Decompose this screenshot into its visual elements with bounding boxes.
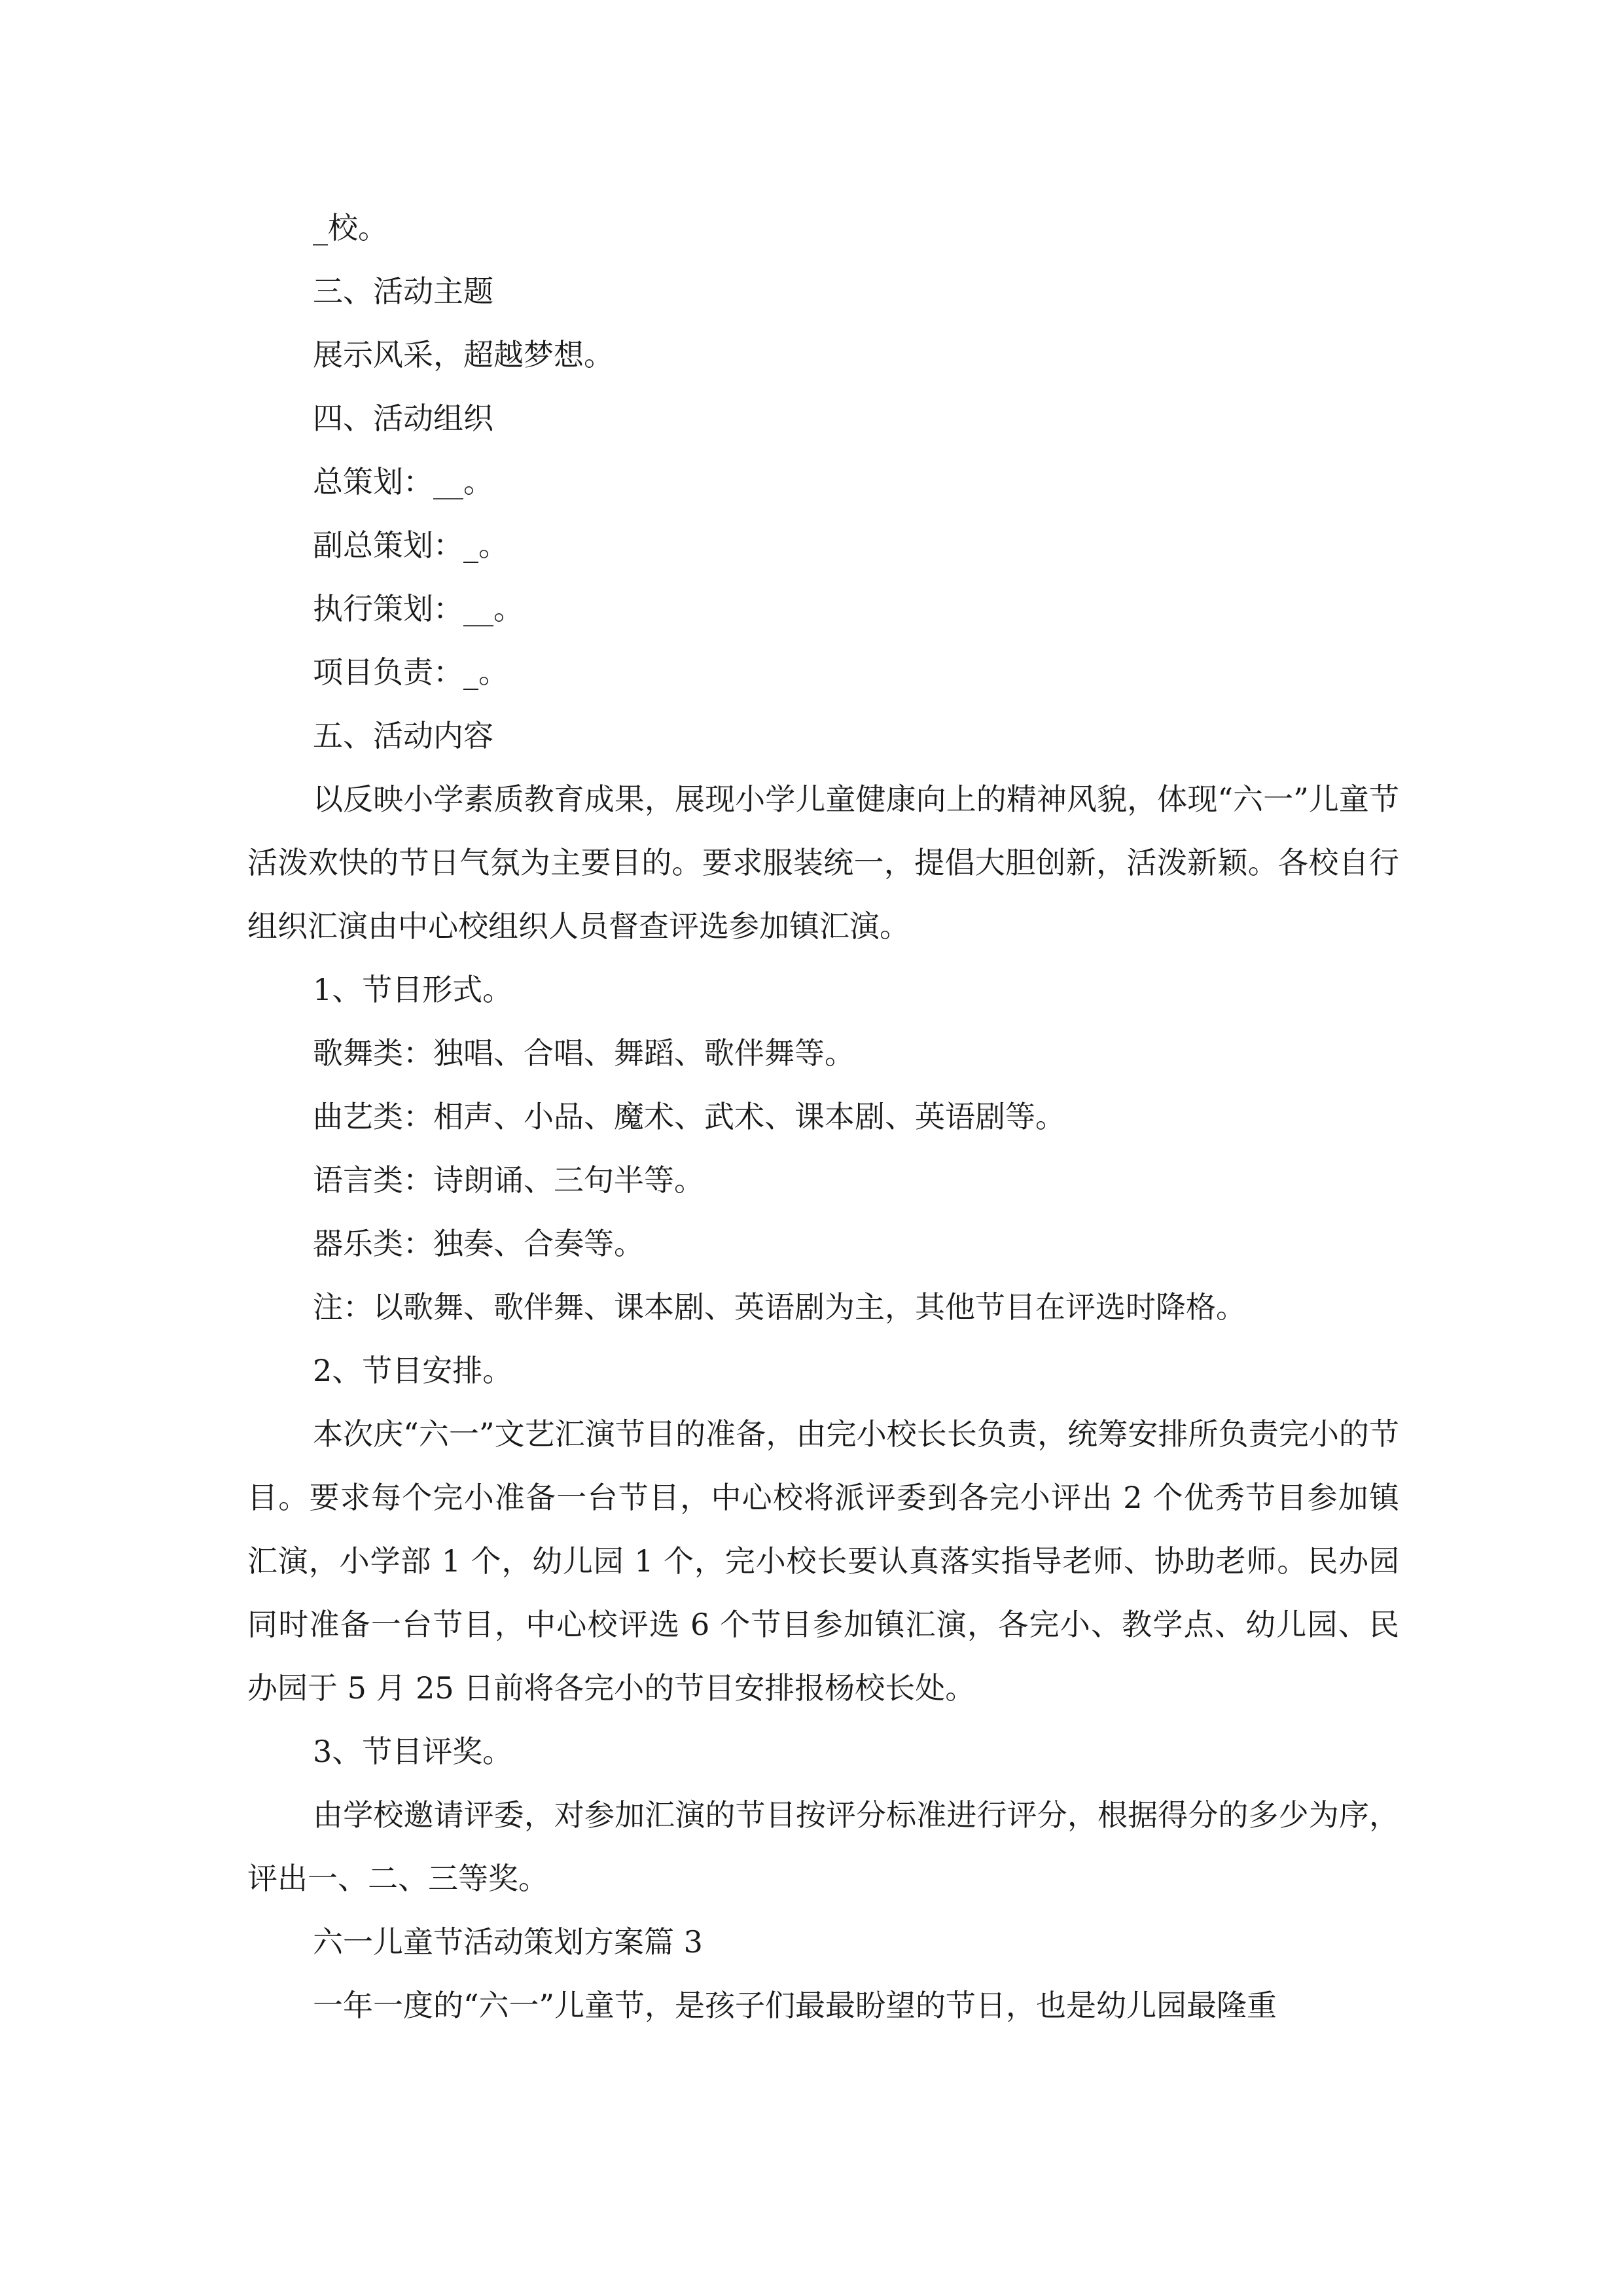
document-body	[247, 196, 1399, 2037]
section-heading-theme: 三、活动主题	[313, 274, 493, 309]
text-line: 副总策划：_。	[313, 528, 508, 563]
list-item: 器乐类：独奏、合奏等。	[313, 1226, 644, 1261]
list-item: 歌舞类：独唱、合唱、舞蹈、歌伴舞等。	[313, 1035, 855, 1071]
text-line: 项目负责：_。	[313, 655, 508, 690]
paragraph-content: 以反映小学素质教育成果，展现小学儿童健康向上的精神风貌，体现“六一”儿童节活泼欢快的节日气氛为主要目的。要求服装统一，提倡大胆创新，活泼新颖。各校自行组织汇演由中心校组织人员督查评选参加镇汇演。	[247, 781, 1399, 944]
subheading-program-form: 1、节目形式。	[313, 972, 513, 1007]
text-line: 执行策划：__。	[313, 591, 524, 626]
list-item: 曲艺类：相声、小品、魔术、武术、课本剧、英语剧等。	[313, 1099, 1065, 1134]
paragraph-program-awards: 由学校邀请评委，对参加汇演的节目按评分标准进行评分，根据得分的多少为序，评出一、二、三等奖。	[247, 1797, 1399, 1896]
subheading-program-awards: 3、节目评奖。	[313, 1734, 513, 1769]
section-heading-organization: 四、活动组织	[313, 401, 493, 436]
text-line: _校。	[313, 210, 388, 245]
subheading-program-arrangement: 2、节目安排。	[313, 1353, 513, 1388]
section-heading-content: 五、活动内容	[313, 718, 493, 753]
paragraph-program-arrangement: 本次庆“六一”文艺汇演节目的准备，由完小校长长负责，统筹安排所负责完小的节目。要求每个完小准备一台节目，中心校将派评委到各完小评出 2 个优秀节目参加镇汇演，小学部 1 个，幼儿园 1 个，完小校长要认真落实指导老师、协助老师。民办园同时准备一台节目，中心校评选 6 个节目参加镇汇演，各完小、教学点、幼儿园、民办园于 5 月 25 日前将各完小的节目安排报杨校长处。	[247, 1416, 1399, 1706]
text-line: 总策划：__。	[313, 464, 493, 499]
paragraph-closing: 一年一度的“六一”儿童节，是孩子们最最盼望的节日，也是幼儿园最隆重	[313, 1988, 1277, 2023]
list-item: 语言类：诗朗诵、三句半等。	[313, 1162, 704, 1198]
text-line: 展示风采，超越梦想。	[313, 337, 614, 372]
section-title: 六一儿童节活动策划方案篇 3	[313, 1924, 703, 1960]
list-item-note: 注：以歌舞、歌伴舞、课本剧、英语剧为主，其他节目在评选时降格。	[313, 1289, 1246, 1325]
